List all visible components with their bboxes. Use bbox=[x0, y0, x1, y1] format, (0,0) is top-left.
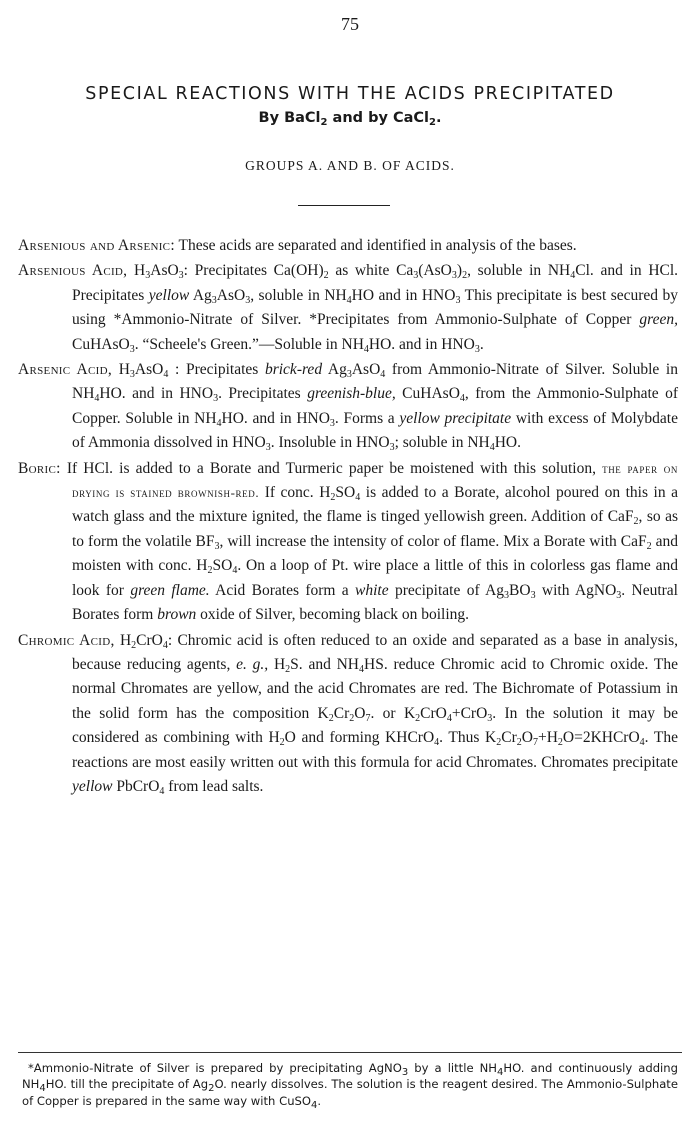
entry-chromic-acid: Chromic Acid, $H_2CrO_4$: Chromic acid is often reduced to an oxide and separated as a base in analysis, because reducing agents, e. g., $H_2S$. and $NH_4HS$. reduce Chromic acid to Chromic oxide. The normal Chromates are yellow, and the acid Chromates are red. The Bichromate of Potassium in the solid form has the composition $K_2Cr_2O_7$. or $K_2CrO_4+CrO_3$. In the solution it may be considered as combining with $H_2O$ and forming KHCrO$_4$. Thus $K_2Cr_2O_7+H_2O=2KHCrO_4$. The reactions are most easily written out with this formula for acid Chromates. Chromates precipitate yellow PbCrO$_4$ from lead salts. bbox=[18, 631, 679, 797]
footnote-divider bbox=[18, 1052, 682, 1053]
section-heading: GROUPS A. AND B. OF ACIDS. bbox=[245, 158, 455, 173]
page-number: 75 bbox=[341, 14, 359, 34]
entry-head: Arsenious Acid, bbox=[18, 262, 128, 280]
footnote: *Ammonio-Nitrate of Silver is prepared by precipitating AgNO$_3$ by a little $NH_4HO$. and continuously adding $NH_4HO$. till the precipitate of $Ag_2O$. nearly dissolves. The solution is the reagent desired. The Ammonio-Sulphate of Copper is prepared in the same way with CuSO$_4$. bbox=[22, 1061, 678, 1111]
entry-head: Arsenic Acid, bbox=[18, 361, 113, 379]
entry-head: Boric: bbox=[18, 459, 61, 477]
entry-head: Arsenious and Arsenic: bbox=[18, 237, 175, 254]
page-title: SPECIAL REACTIONS WITH THE ACIDS PRECIPITATED bbox=[85, 84, 615, 104]
page-subtitle: By BaCl$_2$ and by CaCl$_2$. bbox=[258, 110, 442, 128]
entry-head: Chromic Acid, bbox=[18, 631, 115, 649]
section-divider bbox=[298, 205, 390, 206]
entries bbox=[18, 234, 678, 800]
entry-arsenious-and-arsenic bbox=[18, 234, 678, 258]
entry-arsenic-acid: Arsenic Acid, $H_3AsO_4$ : Precipitates brick-red $Ag_3AsO_4$ from Ammonio-Nitrate of Silver. Soluble in $NH_4HO$. and in $HNO_3$. Precipitates greenish-blue, CuHAsO$_4$, from the Ammonio-Sulphate of Copper. Soluble in $NH_4HO$. and in $HNO_3$. Forms a yellow precipitate with excess of Molybdate of Ammonia dissolved in $HNO_3$. Insoluble in $HNO_3$; soluble in $NH_4HO$. bbox=[18, 361, 679, 454]
entry-boric: Boric: If HCl. is added to a Borate and Turmeric paper be moistened with this solution, the paper on drying is stained brownish-red. If conc. $H_2SO_4$ is added to a Borate, alcohol poured on this in a watch glass and the mixture ignited, the flame is tinged yellowish green. Addition of CaF$_2$, so as to form the volatile $BF_3$, will increase the intensity of color of flame. Mix a Borate with CaF$_2$ and moisten with conc. $H_2SO_4$. On a loop of Pt. wire place a little of this in colorless gas flame and look for green flame. Acid Borates form a white precipitate of $Ag_3BO_3$ with AgNO$_3$. Neutral Borates form brown oxide of Silver, becoming black on boiling. bbox=[18, 459, 679, 624]
entry-text: These acids are separated and identified in analysis of the bases. bbox=[178, 237, 577, 254]
entry-arsenious-acid: Arsenious Acid, $H_3AsO_3$: Precipitates $Ca(OH)_2$ as white $Ca_3(AsO_3)_2$, soluble in $NH_4Cl$. and in HCl. Precipitates yellow $Ag_3AsO_3$, soluble in $NH_4HO$ and in $HNO_3$ This precipitate is best secured by using *Ammonio-Nitrate of Silver. *Precipitates from Ammonio-Sulphate of Copper green, CuHAsO$_3$. “Scheele's Green.”—Soluble in $NH_4HO$. and in $HNO_3$. bbox=[18, 262, 679, 355]
